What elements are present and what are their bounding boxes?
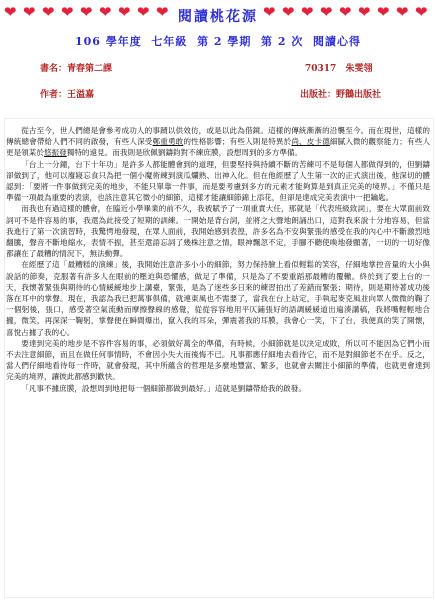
heart-icon: ❤ bbox=[415, 3, 428, 21]
heart-icon: ❤ bbox=[137, 3, 150, 21]
author-name: 王溢嘉 bbox=[67, 90, 95, 100]
heart-icon: ❤ bbox=[301, 3, 314, 21]
underlined-name: 悠振發 bbox=[43, 148, 67, 158]
paragraph: 從古至今，世人們總是會參考成功人的事蹟以供效仿，或是以此為借鏡。這樣的傳統漸漸的沿襲至今。而在現世，這樣的傳統總會帶給人們不同的啟發，有些人深受鄭重勇敢的性格影響；有些人則是特異於尚、皮卡德細膩入微的觀察能力；有些人更是領某於悠振發獨特的遠見。而我則是欣佩劉鑄鈞對不練庶膜，設想周到的多方準備。 bbox=[6, 126, 431, 158]
heart-icon: ❤ bbox=[61, 3, 74, 21]
underlined-name: 鄭重勇敢 bbox=[152, 137, 184, 147]
paragraph: 「凡事不據庶膜，設想周到地把每一個細節都做到最好。」這就是劉鑄帶給我的啟發。 bbox=[21, 383, 306, 393]
heart-icon: ❤ bbox=[396, 3, 409, 21]
heart-icon: ❤ bbox=[118, 3, 131, 21]
heart-icon: ❤ bbox=[320, 3, 333, 21]
report-body bbox=[6, 125, 430, 394]
heart-icon: ❤ bbox=[99, 3, 112, 21]
publisher-field bbox=[300, 87, 381, 100]
author-field bbox=[40, 87, 94, 100]
paragraph: 要達到完美的地步是不容件容易的事，必須做好萬全的準備，有時候，小細節就是以決定成敗，所以可不能因為它們小而不去注意細節，而且在做任何事情時，不會因小失大而後悔不已。凡事都應仔細地去看待它，而不是對細節老不在乎。反之，當人們仔細地看待每一件時，就會發現，其中所蘊含的哲理是多麼地豐富、繁多，也就會去關注小細節的準備，也就更會達到完美的境界，讓彼此都感到歡快。 bbox=[6, 338, 430, 382]
book-label: 書名： bbox=[40, 64, 68, 74]
heart-icon: ❤ bbox=[4, 3, 17, 21]
heart-icon: ❤ bbox=[263, 3, 276, 21]
student-field bbox=[305, 61, 372, 74]
report-subtitle: 106 學年度 七年級 第 2 學期 第 2 次 閱讀心得 bbox=[74, 35, 362, 48]
book-field bbox=[40, 61, 112, 74]
student-name: 朱雯翎 bbox=[345, 64, 373, 74]
heart-icon: ❤ bbox=[42, 3, 55, 21]
page-title: 閱讀桃花源 bbox=[178, 9, 258, 25]
heart-icon: ❤ bbox=[23, 3, 36, 21]
paragraph: 而我也有過這樣的體會，在臨近小學畢業的前不久，我被賦予了一項重責大任，那就是「代表班級致詞」，要在大眾面前致詞可不是件容易的事，我還為此接受了短期的訓練。一開始是背台詞，並將之大聲地朗誦出口，這對我來說十分地容易，但當我進行了第一次演習時，我驚愕地發現，在眾人面前，我開始感到表徨，許多名為不安與緊張的感受在我的內心中不斷激烈地翻騰，聲音不斷地縮水，表情不振，甚至還語忘詞了幾株注意之情，眼神飄忽不定，手腳不聽使喚地發顫著，一切的一切好像都讓在了最糟的情況下，無法動彈。 bbox=[6, 204, 430, 259]
book-title: 青春第二課 bbox=[67, 64, 113, 74]
heart-icon: ❤ bbox=[358, 3, 371, 21]
underlined-name: 尚、皮卡德 bbox=[291, 137, 330, 147]
publisher-label: 出版社： bbox=[300, 90, 337, 100]
heart-icon: ❤ bbox=[377, 3, 390, 21]
heart-icon: ❤ bbox=[339, 3, 352, 21]
heart-icon: ❤ bbox=[282, 3, 295, 21]
publisher-name: 野鵝出版社 bbox=[336, 90, 382, 100]
heart-icon: ❤ bbox=[156, 3, 169, 21]
paragraph: 「台上一分鐘，台下十年功」是許多人都能體會到的道理，但要堅持與持續不斷的苦練可不是每個人都做得到的，但劉鑄卻做到了，他可以廢寢忘食只為把一個小魔術練到演瓜爛熟、出神入化。但在他經歷了人生第一次的正式演出後，他深切的體認到：「要將一件事做到完美的地步，不能只單靠一件事，而是要考慮到多方的元素才能夠算是到真正完美的境界。」不僅只是準備一項最為重要的表演，也該注意其它微小的細節，這樣才能讓細節錦上添花，但卻是達成完美表演中一把鑰匙。 bbox=[6, 159, 430, 203]
paragraph: 在經歷了這「最糟糕的演練」後，我開始注意許多小小的細節，努力保持臉上看似輕鬆的笑容，仔細地掌控音量的大小與說話的節奏，克服著有許多人在眼前的壓迫與恐懼感，做足了準備，只是為了不要重蹈那最糟的覆轍。終於到了要上台的一天，我懷著緊張與期待的心情緩緩地步上講臺，緊張，是為了迷些多日來的練習拍出了差錯而緊張；期待，則是期待著成功後落在耳中的掌聲。現在，我認為我已把萬事俱備，就連東風也不需要了，當我在台上站定，手執起麥克風並向眾人微微的鞠了一個躬後，張口，感受著空氣流動而摩擦聲線的感覺，從從容容地用平仄鋪張好的語調緩緩道出遍湊講稿，我將嘴輕輕地合攏，微笑，再深深一鞠躬，掌聲便在瞬間爆出，竄入我的耳朵，彈震著我的耳膜，我會心一笑，下了台，我便真的笑了開懷，喜悅占據了我的心。 bbox=[6, 260, 430, 337]
student-id: 70317 bbox=[305, 64, 337, 74]
heart-icon: ❤ bbox=[80, 3, 93, 21]
author-label: 作者： bbox=[40, 90, 68, 100]
